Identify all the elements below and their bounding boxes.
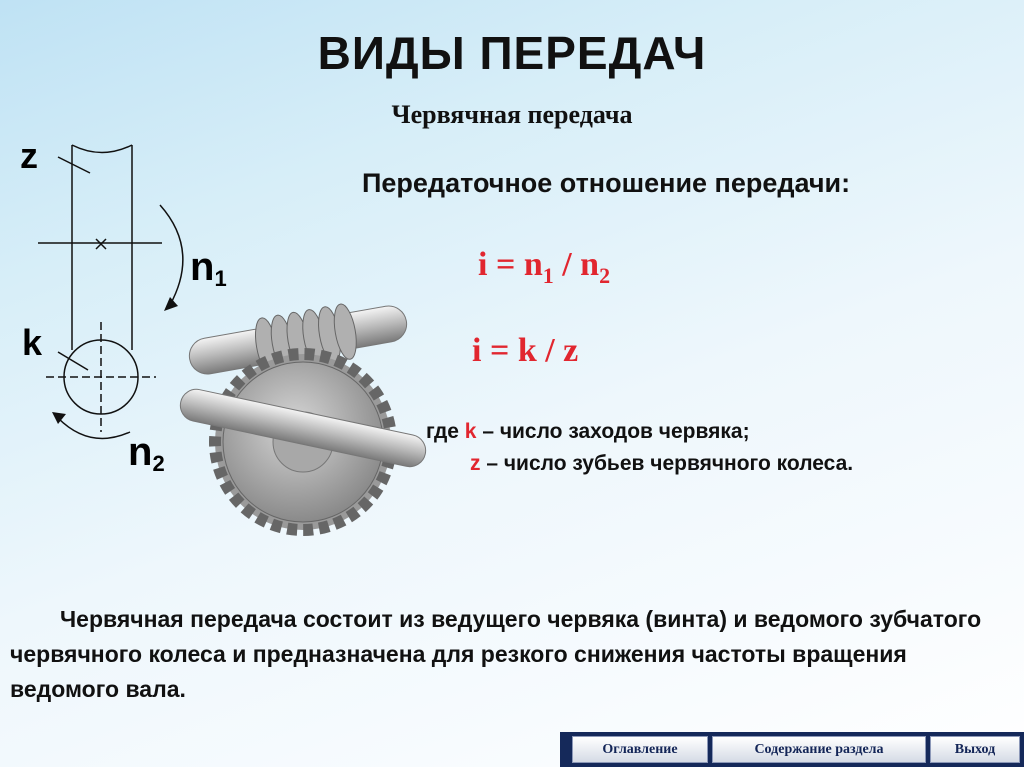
legend-k: где k – число заходов червяка; xyxy=(426,420,750,443)
page-subtitle: Червячная передача xyxy=(391,100,633,129)
section-contents-button[interactable]: Содержание раздела xyxy=(712,736,926,763)
diagram-label-n1: n1 xyxy=(190,245,227,291)
exit-button[interactable]: Выход xyxy=(930,736,1020,763)
navigation-bar xyxy=(560,732,1024,767)
ratio-formula-speeds: $i = n_1 / n_2$ xyxy=(478,246,611,288)
page-title: ВИДЫ ПЕРЕДАЧ xyxy=(317,27,707,79)
diagram-label-n2: n2 xyxy=(128,430,165,476)
diagram-label-z: z xyxy=(20,135,38,176)
description-text: Червячная передача состоит из ведущего червяка (винта) и ведомого зубчатого червячного колеса и предназначена для резкого снижения частоты вращения ведомого вала. xyxy=(10,606,982,702)
worm-gear-illustration xyxy=(178,292,428,542)
toc-button[interactable]: Оглавление xyxy=(572,736,708,763)
legend-z: z – число зубьев червячного колеса. xyxy=(470,452,854,475)
ratio-formula-teeth: i = k / z xyxy=(472,332,579,369)
ratio-heading: Передаточное отношение передачи: xyxy=(362,168,851,198)
diagram-label-k: k xyxy=(22,322,43,363)
